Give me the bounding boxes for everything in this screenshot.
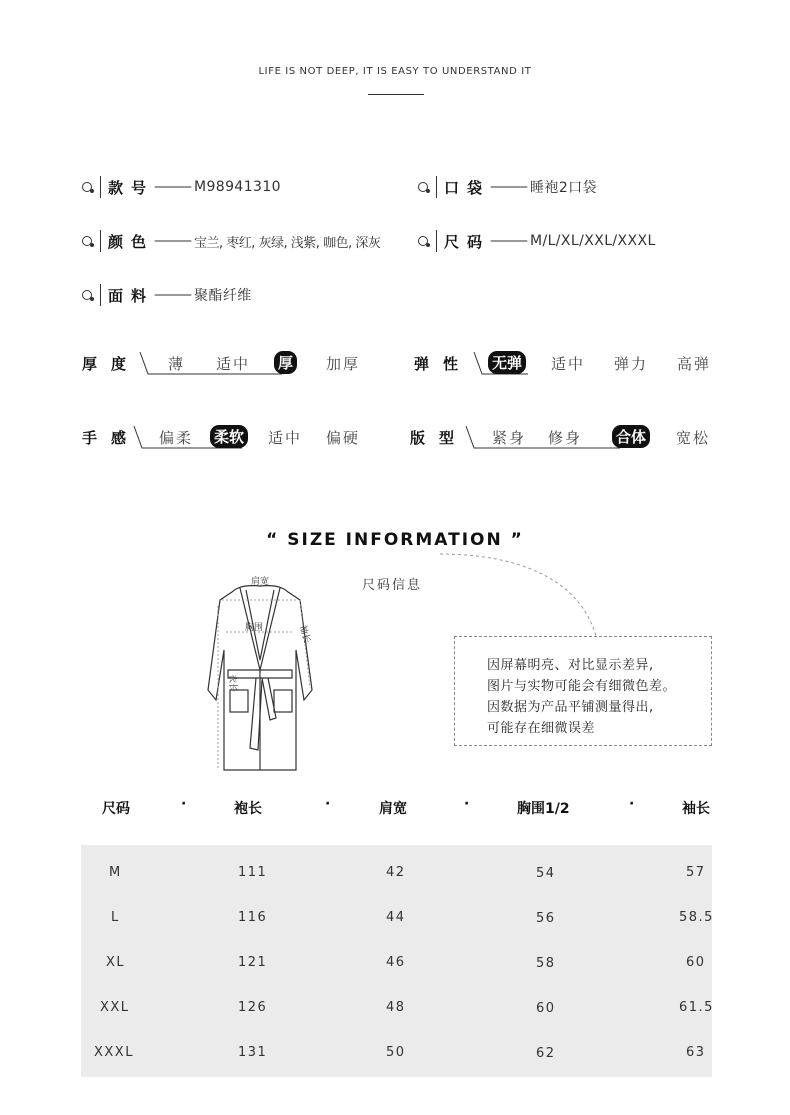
table-cell: M (109, 865, 122, 880)
table-cell: 44 (386, 910, 406, 925)
note-line: 可能存在细微误差 (487, 721, 596, 736)
table-header-length: 袍长 (234, 801, 262, 817)
note-line: 图片与实物可能会有细微色差。 (487, 679, 677, 694)
table-header-size: 尺码 (102, 801, 130, 817)
table-header-shoulder: 肩宽 (379, 801, 407, 817)
table-cell: 111 (238, 865, 268, 880)
scale-option: 偏硬 (326, 429, 361, 447)
scale-label: 弹性 (414, 355, 473, 373)
robe-illustration (200, 570, 320, 780)
divider (436, 230, 437, 252)
scale-label: 手感 (82, 429, 141, 447)
spec-value: M/L/XL/XXL/XXXL (530, 233, 656, 249)
tagline: LIFE IS NOT DEEP, IT IS EASY TO UNDERSTAND IT (258, 66, 532, 77)
table-cell: XXL (100, 1000, 130, 1015)
table-cell: 61.5 (679, 1000, 714, 1015)
spec-value: 睡袍2口袋 (530, 180, 597, 196)
scale-hand-feel (82, 424, 382, 452)
scale-option-selected: 柔软 (210, 425, 248, 448)
header-separator: · (464, 796, 470, 812)
search-bullet-icon (82, 290, 92, 300)
table-cell: 121 (238, 955, 268, 970)
scale-option: 加厚 (326, 355, 361, 373)
spec-value: 聚酯纤维 (194, 288, 252, 304)
spec-key: 口袋 (444, 178, 491, 197)
scale-thickness (82, 350, 382, 378)
table-cell: 42 (386, 865, 406, 880)
divider (100, 284, 101, 306)
header-separator: · (181, 796, 187, 812)
search-bullet-icon (418, 182, 428, 192)
table-cell: 54 (536, 866, 556, 881)
diagram-label-length: 衣长 (227, 674, 237, 693)
scale-option: 偏柔 (159, 429, 194, 447)
divider (436, 176, 437, 198)
table-cell: 126 (238, 1000, 268, 1015)
table-cell: 57 (686, 865, 706, 880)
table-header-sleeve: 袖长 (682, 801, 710, 817)
scale-option-selected: 厚 (274, 351, 297, 374)
divider (100, 176, 101, 198)
diagram-label-sleeve: 袖长 (297, 624, 312, 645)
table-cell: 58.5 (679, 910, 714, 925)
spec-dash: ——— (490, 233, 527, 249)
scale-option: 弹力 (614, 355, 649, 373)
size-info-subtitle: 尺码信息 (362, 578, 423, 593)
disclaimer-note (454, 636, 712, 746)
spec-size (418, 228, 656, 254)
spec-dash: ——— (154, 233, 191, 249)
scale-option: 适中 (216, 355, 251, 373)
scale-option-selected: 合体 (612, 425, 650, 448)
table-cell: 50 (386, 1045, 406, 1060)
table-cell: 60 (536, 1001, 556, 1016)
table-cell: 46 (386, 955, 406, 970)
scale-option: 修身 (548, 429, 583, 447)
spec-key: 尺码 (444, 232, 491, 251)
scale-option: 适中 (551, 355, 586, 373)
scale-option: 紧身 (492, 429, 527, 447)
search-bullet-icon (82, 182, 92, 192)
scale-option: 薄 (168, 355, 186, 373)
scale-option: 高弹 (677, 355, 712, 373)
scale-elasticity (414, 350, 714, 378)
spec-dash: ——— (490, 179, 527, 195)
table-cell: 63 (686, 1045, 706, 1060)
spec-dash: ——— (154, 179, 191, 195)
spec-key: 款号 (108, 178, 155, 197)
header-separator: · (629, 796, 635, 812)
table-cell: 62 (536, 1046, 556, 1061)
search-bullet-icon (418, 236, 428, 246)
header-separator: · (325, 796, 331, 812)
table-cell: L (111, 910, 120, 925)
note-line: 因数据为产品平铺测量得出, (487, 700, 654, 715)
table-cell: 56 (536, 911, 556, 926)
scale-option-selected: 无弹 (488, 351, 526, 374)
note-line: 因屏幕明亮、对比显示差异, (487, 658, 654, 673)
table-header-chest: 胸围1/2 (517, 801, 570, 817)
spec-fabric (82, 282, 252, 308)
spec-key: 颜色 (108, 232, 155, 251)
table-cell: 116 (238, 910, 268, 925)
spec-color (82, 228, 380, 254)
spec-value: 宝兰, 枣红, 灰绿, 浅紫, 咖色, 深灰 (194, 235, 381, 251)
spec-value: M98941310 (194, 179, 281, 195)
scale-option: 适中 (268, 429, 303, 447)
spec-dash: ——— (154, 287, 191, 303)
diagram-label-shoulder: 肩宽 (250, 577, 270, 587)
callout-curve (400, 550, 610, 640)
spec-style-no (82, 174, 281, 200)
search-bullet-icon (82, 236, 92, 246)
spec-key: 面料 (108, 286, 155, 305)
scale-label: 厚度 (82, 355, 141, 373)
table-cell: 131 (238, 1045, 268, 1060)
scale-label: 版型 (410, 429, 469, 447)
table-cell: 58 (536, 956, 556, 971)
table-cell: XXXL (94, 1045, 134, 1060)
table-cell: 60 (686, 955, 706, 970)
size-info-title: “ SIZE INFORMATION ” (266, 530, 524, 550)
scale-option: 宽松 (676, 429, 711, 447)
diagram-label-chest: 胸围 (244, 623, 264, 633)
table-cell: XL (106, 955, 126, 970)
tagline-divider (368, 94, 424, 95)
spec-pocket (418, 174, 597, 200)
divider (100, 230, 101, 252)
table-cell: 48 (386, 1000, 406, 1015)
scale-fit (410, 424, 720, 452)
